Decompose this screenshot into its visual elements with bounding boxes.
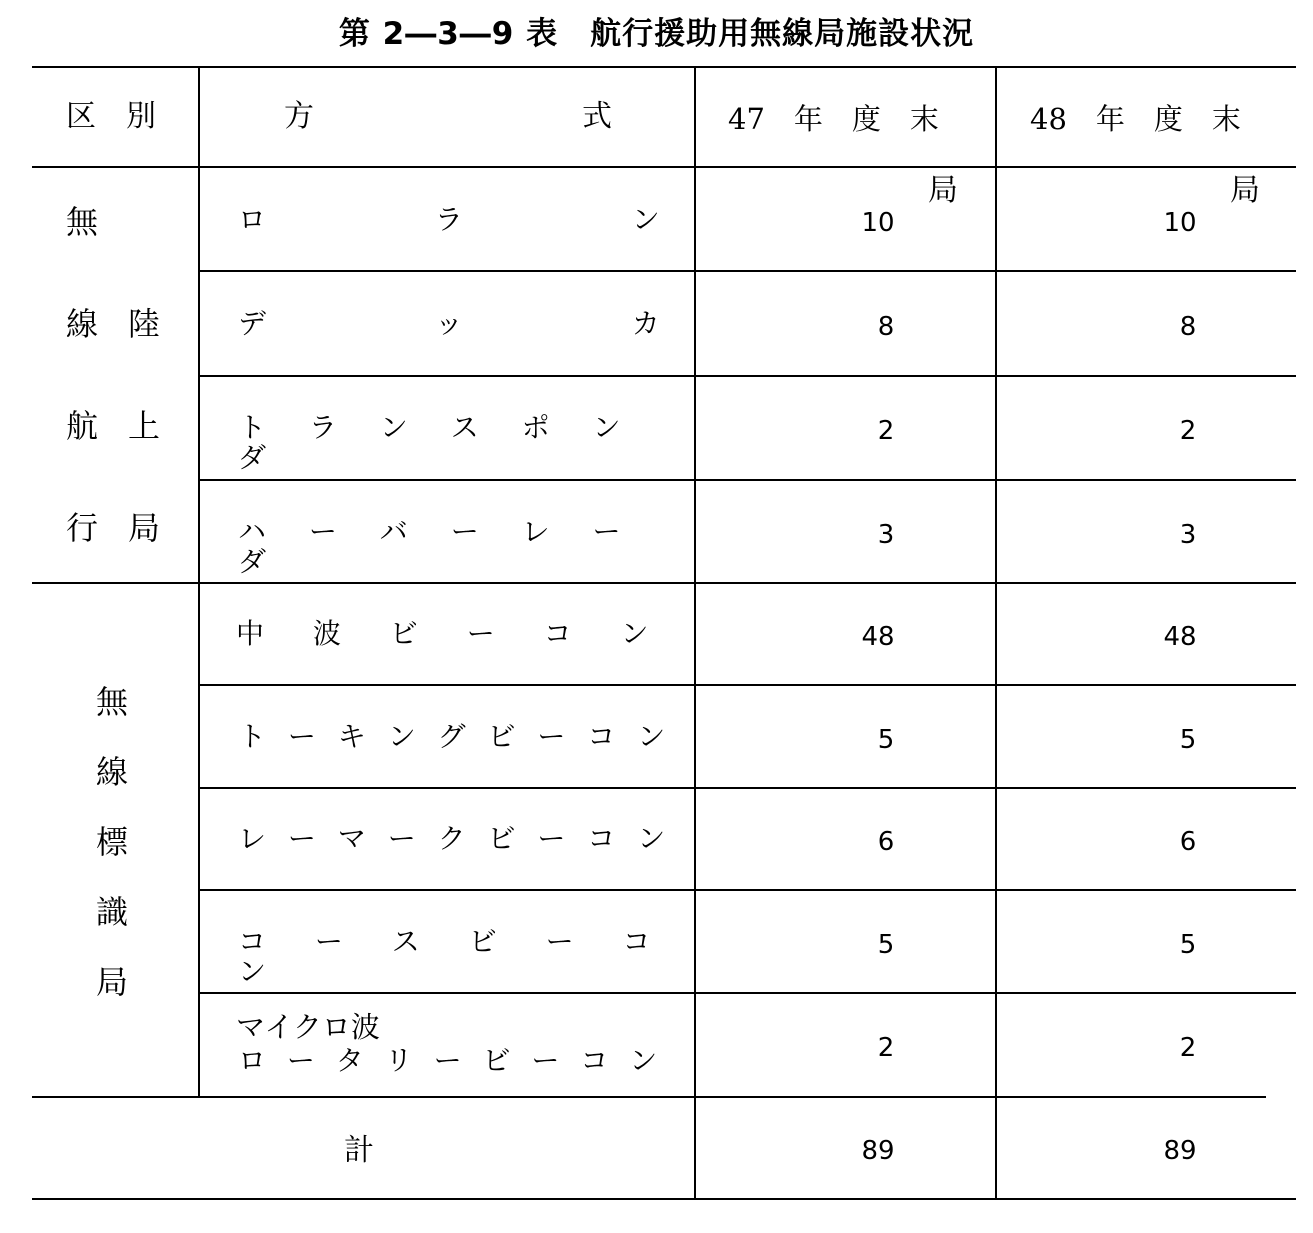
cell-y48: 10 [1163, 208, 1197, 238]
row-divider [200, 479, 1296, 481]
cell-y47: 2 [877, 416, 895, 446]
header-method-right: 式 [582, 99, 612, 134]
row-divider [200, 992, 1296, 994]
cell-y48: 6 [1179, 827, 1197, 857]
total-y48: 89 [1163, 1136, 1197, 1166]
row-method-course-beacon: コ ー ス ビ ー コ ン [238, 925, 651, 988]
cell-y47: 5 [877, 930, 895, 960]
row-divider [200, 270, 1296, 272]
row-method-ramark-beacon: レ ー マ ー ク ビ ー コ ン [238, 822, 666, 855]
header-method-left: 方 [284, 99, 314, 134]
cell-y48: 5 [1179, 930, 1197, 960]
row-divider [200, 375, 1296, 377]
rule-total-top [32, 1096, 1266, 1098]
header-y47: 47 年 度 末 [728, 102, 939, 136]
cell-y48: 3 [1179, 520, 1197, 550]
rule-bottom [32, 1198, 1296, 1200]
row-method-mf-beacon: 中 波 ビ ー コ ン [236, 617, 649, 650]
cell-y48: 2 [1179, 416, 1197, 446]
row-method-microwave-line2: ロ ー タ リ ー ビ ー コ ン [238, 1044, 658, 1077]
row-divider [200, 684, 1296, 686]
row-divider [200, 889, 1296, 891]
total-label: 計 [344, 1133, 374, 1168]
total-y47: 89 [861, 1136, 895, 1166]
row-method-talking-beacon: ト ー キ ン グ ビ ー コ ン [238, 720, 666, 753]
rule-top [32, 66, 1296, 68]
row-method-decca: デ ッ カ [238, 307, 660, 340]
cell-y47: 5 [877, 725, 895, 755]
group2-category: 無 線 標 識 局 [96, 683, 129, 1001]
cell-y48: 48 [1163, 622, 1197, 652]
col-divider-category [198, 66, 200, 1096]
cell-y48: 5 [1179, 725, 1197, 755]
header-y48: 48 年 度 末 [1030, 102, 1241, 136]
cell-y47: 3 [877, 520, 895, 550]
row-method-harbor-radar: ハ ー バ ー レ ー ダ [238, 515, 621, 578]
col-divider-years [995, 66, 997, 1198]
table-title: 第 2―3―9 表 航行援助用無線局施設状況 [338, 16, 975, 52]
row-method-loran: ロ ラ ン [238, 203, 660, 236]
rule-header-bottom [32, 166, 1296, 168]
cell-y47: 6 [877, 827, 895, 857]
cell-y48: 8 [1179, 312, 1197, 342]
cell-y47: 2 [877, 1033, 895, 1063]
row-method-microwave-line1: マイクロ波 [236, 1010, 380, 1044]
col-divider-method [694, 66, 696, 1198]
row-divider [200, 787, 1296, 789]
cell-y47: 48 [861, 622, 895, 652]
unit-label-y48: 局 [1230, 173, 1260, 208]
cell-y47: 8 [877, 312, 895, 342]
rule-group-divider [32, 582, 1296, 584]
row-method-transponder: ト ラ ン ス ポ ン ダ [238, 411, 621, 474]
cell-y48: 2 [1179, 1033, 1197, 1063]
cell-y47: 10 [861, 208, 895, 238]
unit-label-y47: 局 [928, 173, 958, 208]
header-category: 区 別 [66, 99, 156, 134]
group1-category-col2: 陸 上 局 [128, 305, 161, 547]
group1-category-col1: 無 線 航 行 [66, 203, 99, 547]
